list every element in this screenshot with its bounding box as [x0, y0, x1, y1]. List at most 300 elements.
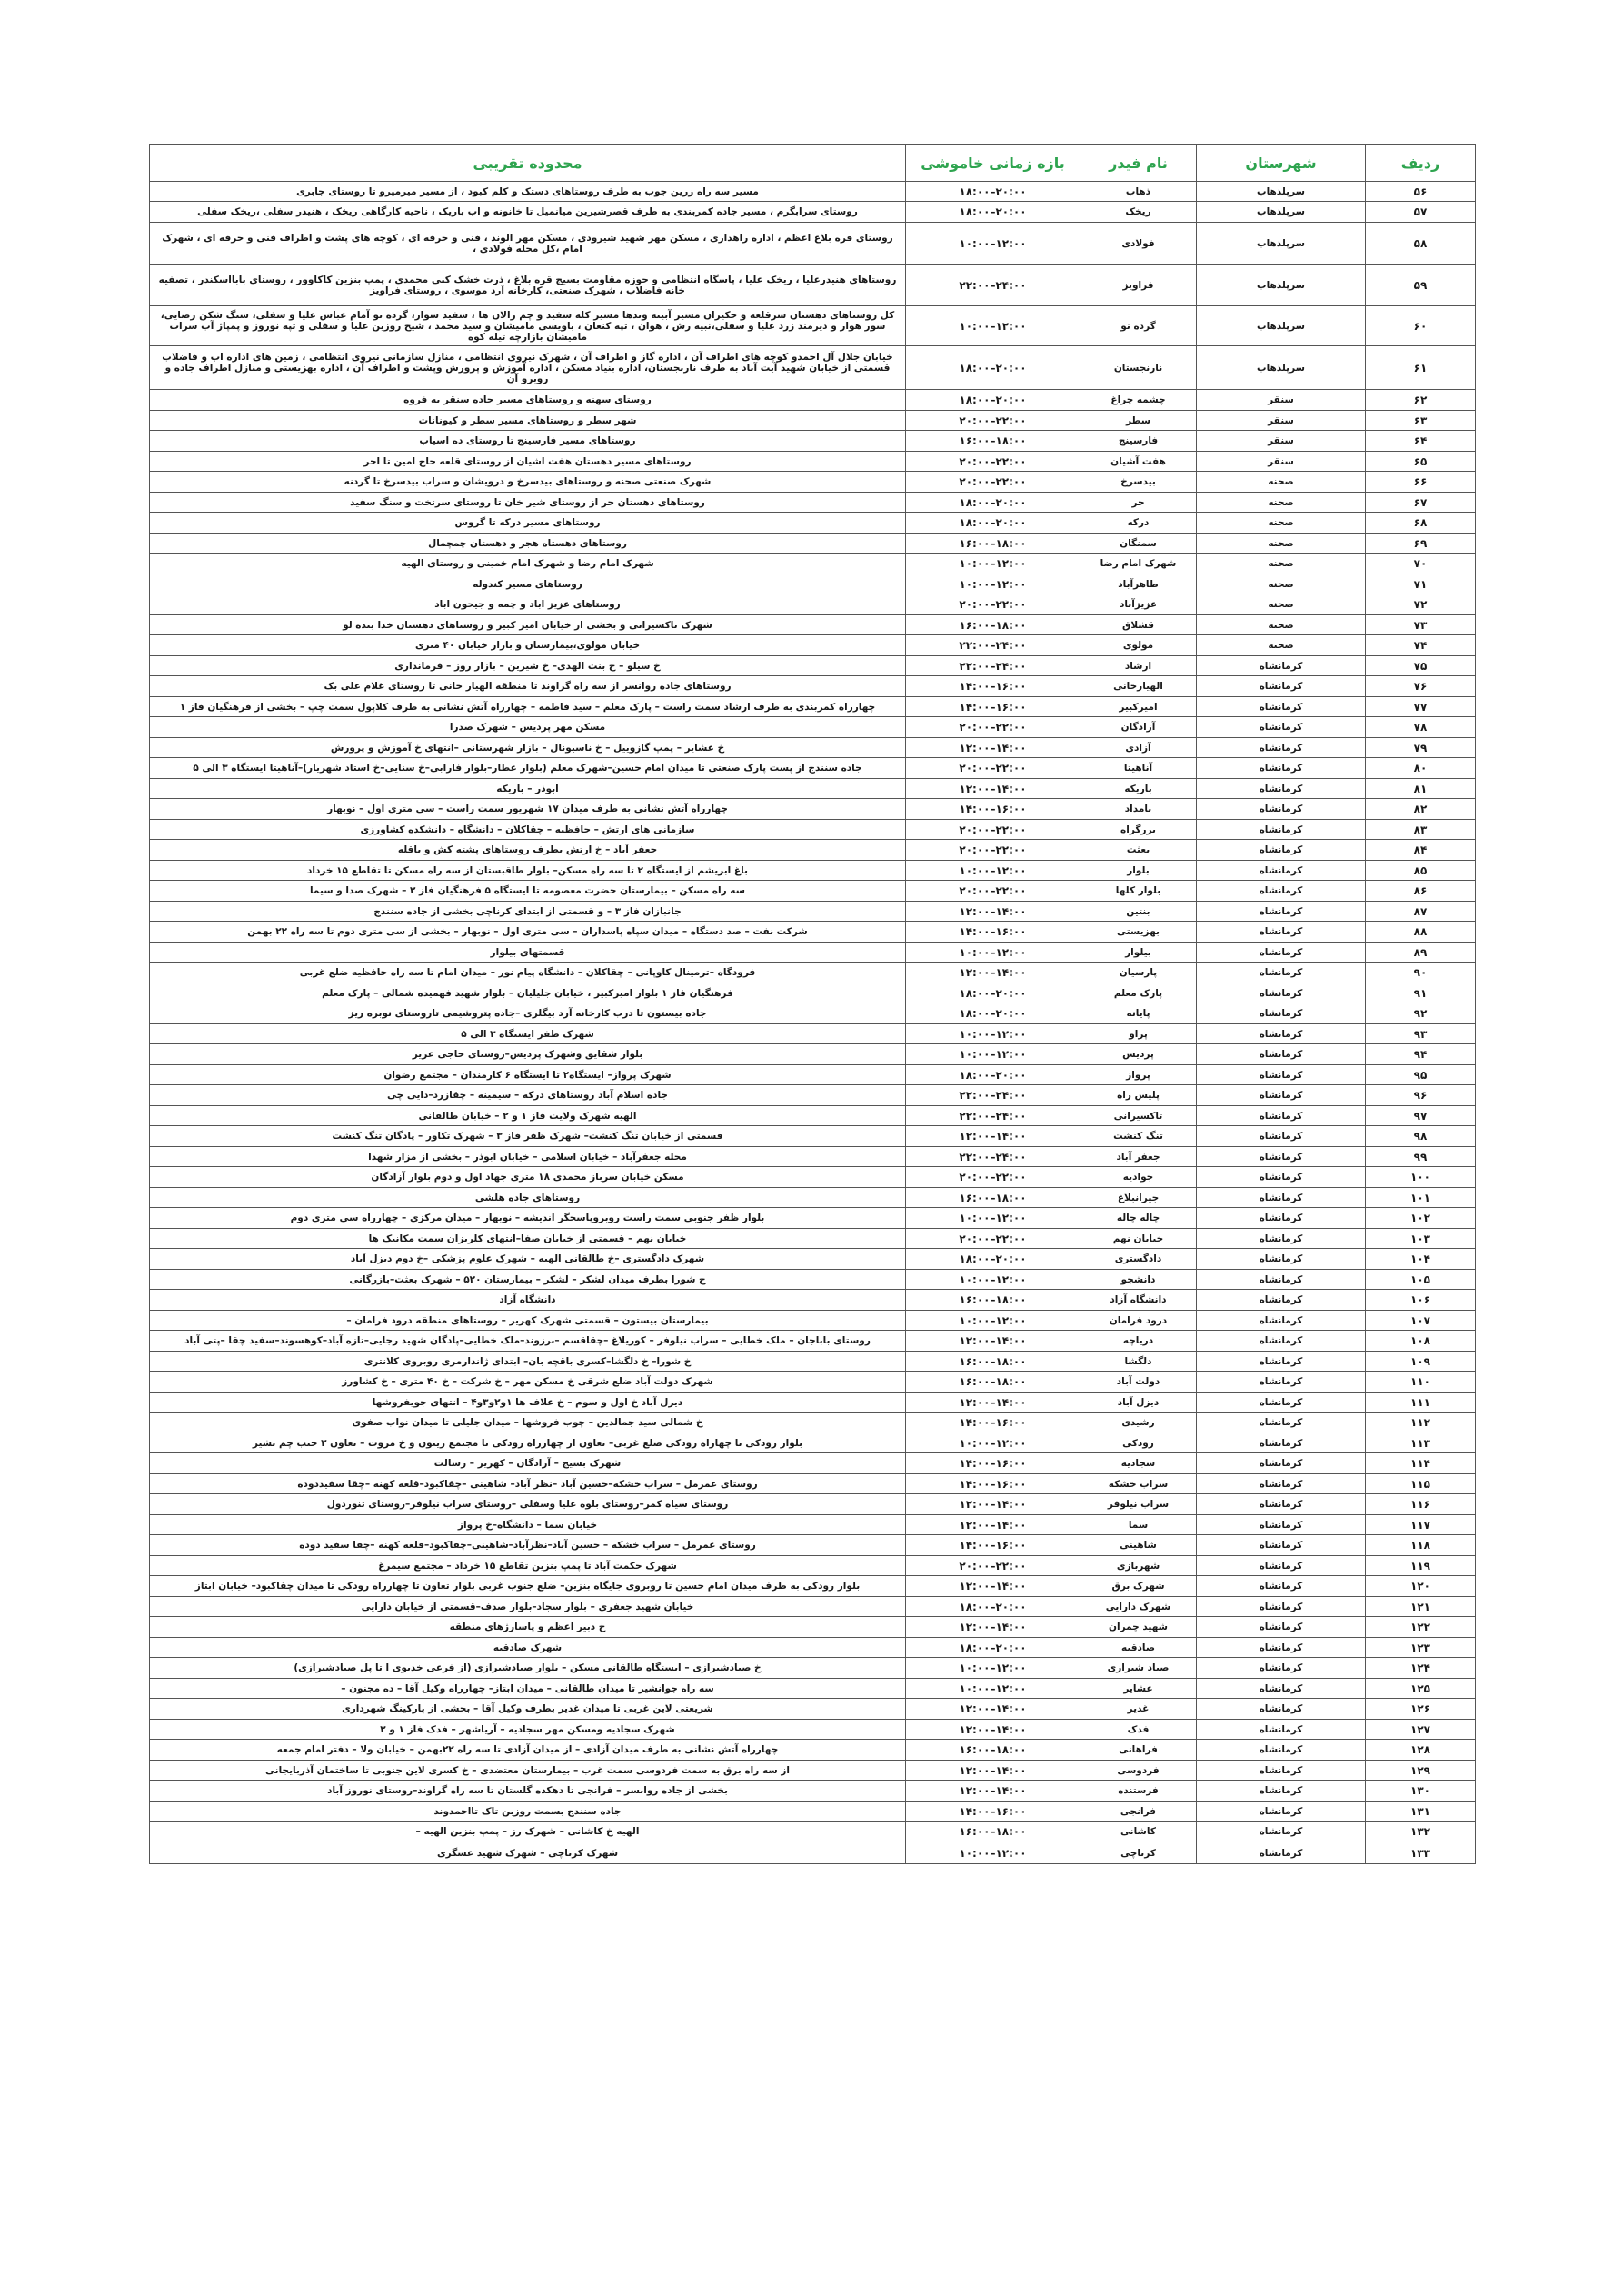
cell-area: خیابان جلال آل احمدو کوچه های اطراف آن ، اداره گاز و اطراف آن ، شهرک نیروی انتظامی ، منازل سازمانی نیروی انتظامی ، زمین های اداره اب و فاضلاب قسمتی از خیابان شهید آیت آباد به طرف نارنجستان، اداره بنیاد مسکن ، اداره آموزش و پرورش وپشت و اطراف آن ، اداره بهزیستی و منازل اطراف جاده و روبرو آن [150, 346, 906, 390]
cell-feeder: درود فرامان [1080, 1311, 1197, 1331]
cell-row-number: ۱۲۵ [1366, 1679, 1476, 1699]
table-row [150, 1720, 1476, 1740]
cell-feeder: گرده نو [1080, 306, 1197, 346]
cell-area: روستای سرابگرم ، مسیر جاده کمربندی به طرف قصرشیرین میانمیل تا خانونه و اب باریک ، ناحیه کارگاهی ریخک ، هنیدر سفلی ،ریخک سفلی [150, 202, 906, 223]
cell-outage-time: ۱۶:۰۰–۱۸:۰۰ [906, 1740, 1080, 1761]
table-row [150, 983, 1476, 1003]
cell-city: کرمانشاه [1197, 1474, 1366, 1494]
cell-area: بلوار ظفر جنوبی سمت راست روبروپاسخگر اندیشه – نوبهار – میدان مرکزی – چهارراه سی متری دوم [150, 1208, 906, 1229]
cell-outage-time: ۱۴:۰۰–۱۶:۰۰ [906, 1453, 1080, 1474]
cell-row-number: ۱۰۹ [1366, 1352, 1476, 1372]
header-city: شهرستان [1197, 145, 1366, 182]
cell-city: کرمانشاه [1197, 1229, 1366, 1249]
cell-feeder: بعثت [1080, 840, 1197, 861]
table-row [150, 1311, 1476, 1331]
cell-row-number: ۶۷ [1366, 493, 1476, 513]
cell-city: کرمانشاه [1197, 1413, 1366, 1433]
cell-area: دانشگاه آزاد [150, 1290, 906, 1311]
cell-feeder: فرستنده [1080, 1781, 1197, 1802]
cell-outage-time: ۱۶:۰۰–۱۸:۰۰ [906, 431, 1080, 452]
table-row [150, 963, 1476, 983]
cell-outage-time: ۱۰:۰۰–۱۲:۰۰ [906, 861, 1080, 881]
cell-row-number: ۱۰۰ [1366, 1167, 1476, 1188]
cell-city: کرمانشاه [1197, 1331, 1366, 1352]
cell-outage-time: ۱۴:۰۰–۱۶:۰۰ [906, 922, 1080, 943]
table-row [150, 1229, 1476, 1249]
cell-city: کرمانشاه [1197, 840, 1366, 861]
table-row [150, 943, 1476, 963]
cell-city: کرمانشاه [1197, 1372, 1366, 1393]
cell-feeder: بلوار [1080, 861, 1197, 881]
cell-area: جانبازان فاز ۳ – و قسمتی از ابتدای کرناچی بخشی از جاده سنندج [150, 902, 906, 922]
cell-outage-time: ۱۸:۰۰–۲۰:۰۰ [906, 1638, 1080, 1658]
cell-area: مسکن مهر پردیس – شهرک صدرا [150, 717, 906, 738]
cell-outage-time: ۱۴:۰۰–۱۶:۰۰ [906, 1535, 1080, 1556]
cell-city: سرپلذهاب [1197, 306, 1366, 346]
table-row [150, 1372, 1476, 1393]
cell-city: کرمانشاه [1197, 1802, 1366, 1822]
cell-city: صحنه [1197, 534, 1366, 554]
cell-row-number: ۱۳۰ [1366, 1781, 1476, 1802]
cell-area: جاده سنندج از پست پارک صنعتی تا میدان امام حسین–شهرک معلم (بلوار عطار–بلوار فارابی–خ سنایی–خ استاد شهریار)–آناهیتا ایستگاه ۳ الی ۵ [150, 758, 906, 779]
cell-row-number: ۶۵ [1366, 452, 1476, 472]
cell-feeder: طاهرآباد [1080, 574, 1197, 594]
table-row [150, 1208, 1476, 1229]
cell-outage-time: ۱۸:۰۰–۲۰:۰۰ [906, 1249, 1080, 1270]
cell-row-number: ۶۴ [1366, 431, 1476, 452]
cell-area: دیزل آباد خ اول و سوم – خ علاف ها ۱و۲و۳و۴ – انتهای جویفروشها [150, 1393, 906, 1413]
cell-row-number: ۱۰۲ [1366, 1208, 1476, 1229]
table-row [150, 1822, 1476, 1842]
cell-area: جاده سنندج بسمت روزبن تاک تااحمدوند [150, 1802, 906, 1822]
table-row [150, 411, 1476, 431]
cell-outage-time: ۱۸:۰۰–۲۰:۰۰ [906, 390, 1080, 411]
cell-row-number: ۹۰ [1366, 963, 1476, 983]
cell-outage-time: ۱۰:۰۰–۱۲:۰۰ [906, 554, 1080, 574]
table-row [150, 1024, 1476, 1044]
cell-row-number: ۵۹ [1366, 265, 1476, 306]
cell-area: شهرک دادگستری –خ طالقانی الهیه – شهرک علوم پزشکی –خ دوم دیزل آباد [150, 1249, 906, 1270]
cell-feeder: فراویز [1080, 265, 1197, 306]
cell-feeder: چشمه چراغ [1080, 390, 1197, 411]
cell-row-number: ۱۱۵ [1366, 1474, 1476, 1494]
cell-feeder: هفت آشیان [1080, 452, 1197, 472]
cell-city: کرمانشاه [1197, 1126, 1366, 1147]
cell-row-number: ۱۲۸ [1366, 1740, 1476, 1761]
cell-outage-time: ۱۶:۰۰–۱۸:۰۰ [906, 1372, 1080, 1393]
table-row [150, 861, 1476, 881]
cell-feeder: تاکسیرانی [1080, 1106, 1197, 1126]
table-row [150, 472, 1476, 493]
cell-area: بلوار رودکی تا چهاراه رودکی ضلع غربی– تعاون از چهارراه رودکی تا مجتمع زیتون و خ مروت – تعاون ۲ جنب چم بشیر [150, 1433, 906, 1453]
cell-feeder: دانشگاه آزاد [1080, 1290, 1197, 1311]
table-row [150, 1535, 1476, 1556]
cell-row-number: ۹۷ [1366, 1106, 1476, 1126]
table-row [150, 1065, 1476, 1085]
cell-row-number: ۶۱ [1366, 346, 1476, 390]
cell-row-number: ۱۱۷ [1366, 1515, 1476, 1535]
cell-feeder: بنتین [1080, 902, 1197, 922]
cell-city: سرپلذهاب [1197, 223, 1366, 265]
cell-row-number: ۱۱۱ [1366, 1393, 1476, 1413]
cell-city: کرمانشاه [1197, 1842, 1366, 1864]
cell-row-number: ۱۳۱ [1366, 1802, 1476, 1822]
cell-area: شهرک ظفر ایستگاه ۳ الی ۵ [150, 1024, 906, 1044]
cell-outage-time: ۱۰:۰۰–۱۲:۰۰ [906, 1024, 1080, 1044]
cell-area: روستای عمرمل – سراب خشکه–حسین آباد –نظر آباد– شاهینی –چقاکبود–قلعه کهنه –چقا سفیددوده [150, 1474, 906, 1494]
cell-row-number: ۵۷ [1366, 202, 1476, 223]
table-row [150, 1453, 1476, 1474]
cell-area: خ شمالی سید جمالدین – چوب فروشها – میدان جلیلی تا میدان نواب صفوی [150, 1413, 906, 1433]
cell-city: کرمانشاه [1197, 820, 1366, 840]
cell-outage-time: ۱۲:۰۰–۱۴:۰۰ [906, 1761, 1080, 1781]
table-row [150, 594, 1476, 615]
cell-city: کرمانشاه [1197, 1535, 1366, 1556]
table-row [150, 902, 1476, 922]
cell-feeder: دادگستری [1080, 1249, 1197, 1270]
cell-feeder: باریکه [1080, 779, 1197, 799]
cell-outage-time: ۱۴:۰۰–۱۶:۰۰ [906, 1413, 1080, 1433]
cell-outage-time: ۱۶:۰۰–۱۸:۰۰ [906, 615, 1080, 635]
cell-area: سه راه مسکن – بیمارستان حضرت معصومه تا ایستگاه ۵ فرهنگیان فاز ۲ – شهرک صدا و سیما [150, 881, 906, 902]
table-row [150, 799, 1476, 820]
cell-area: مسیر سه راه زرین جوب به طرف روستاهای دستک و کلم کبود ، از مسیر میرمیرو تا روستای جابری [150, 182, 906, 202]
cell-outage-time: ۱۲:۰۰–۱۴:۰۰ [906, 1515, 1080, 1535]
cell-city: سرپلذهاب [1197, 182, 1366, 202]
cell-outage-time: ۱۲:۰۰–۱۴:۰۰ [906, 1699, 1080, 1720]
header-row-number: ردیف [1366, 145, 1476, 182]
cell-area: جعفر آباد – خ ارتش بطرف روستاهای پشته کش و باقله [150, 840, 906, 861]
cell-row-number: ۵۶ [1366, 182, 1476, 202]
cell-area: چهارراه آتش نشانی به طرف میدان ۱۷ شهریور سمت راست – سی متری اول – نوبهار [150, 799, 906, 820]
cell-area: محله جعفرآباد – خیابان اسلامی – خیابان ابوذر – بخشی از مزار شهدا [150, 1147, 906, 1167]
table-row [150, 1249, 1476, 1270]
cell-city: کرمانشاه [1197, 1188, 1366, 1208]
cell-row-number: ۱۱۸ [1366, 1535, 1476, 1556]
cell-feeder: عشایر [1080, 1679, 1197, 1699]
cell-row-number: ۸۴ [1366, 840, 1476, 861]
cell-area: روستاهای جاده روانسر از سه راه گراوند تا منطقه الهیار خانی تا روستای غلام علی بک [150, 676, 906, 697]
cell-outage-time: ۱۲:۰۰–۱۴:۰۰ [906, 1617, 1080, 1638]
table-row [150, 513, 1476, 534]
cell-feeder: قشلاق [1080, 615, 1197, 635]
table-row [150, 223, 1476, 265]
cell-outage-time: ۲۰:۰۰–۲۲:۰۰ [906, 1556, 1080, 1576]
cell-city: کرمانشاه [1197, 1433, 1366, 1453]
cell-feeder: سما [1080, 1515, 1197, 1535]
table-row [150, 1515, 1476, 1535]
cell-city: کرمانشاه [1197, 922, 1366, 943]
cell-area: شهرک دولت آباد ضلع شرقی خ مسکن مهر – خ شرکت – خ ۴۰ متری – خ کشاورز [150, 1372, 906, 1393]
table-row [150, 1679, 1476, 1699]
cell-feeder: درکه [1080, 513, 1197, 534]
cell-row-number: ۷۵ [1366, 656, 1476, 676]
cell-outage-time: ۱۰:۰۰–۱۲:۰۰ [906, 223, 1080, 265]
cell-feeder: بلوار کلها [1080, 881, 1197, 902]
table-row [150, 1658, 1476, 1679]
cell-area: شهرک سجادیه ومسکن مهر سجادیه – آریاشهر – فدک فاز ۱ و ۲ [150, 1720, 906, 1740]
table-row [150, 1761, 1476, 1781]
cell-feeder: فردوسی [1080, 1761, 1197, 1781]
table-row [150, 306, 1476, 346]
cell-feeder: دیزل آباد [1080, 1393, 1197, 1413]
cell-feeder: شهرک برق [1080, 1576, 1197, 1597]
cell-city: کرمانشاه [1197, 1352, 1366, 1372]
cell-city: کرمانشاه [1197, 1453, 1366, 1474]
cell-city: کرمانشاه [1197, 758, 1366, 779]
cell-city: کرمانشاه [1197, 717, 1366, 738]
cell-row-number: ۱۰۳ [1366, 1229, 1476, 1249]
cell-row-number: ۱۳۳ [1366, 1842, 1476, 1864]
cell-city: کرمانشاه [1197, 1699, 1366, 1720]
cell-outage-time: ۲۲:۰۰–۲۴:۰۰ [906, 1085, 1080, 1106]
cell-outage-time: ۱۶:۰۰–۱۸:۰۰ [906, 1822, 1080, 1842]
cell-area: روستای عمرمل – سراب خشکه – حسین آباد–نظرآباد–شاهینی–چقاکبود–قلعه کهنه –چقا سفید دوده [150, 1535, 906, 1556]
cell-outage-time: ۱۰:۰۰–۱۲:۰۰ [906, 1433, 1080, 1453]
cell-area: روستاهای مسیر دهستان هفت اشیان از روستای قلعه حاج امین تا اخر [150, 452, 906, 472]
table-row [150, 1147, 1476, 1167]
cell-row-number: ۸۵ [1366, 861, 1476, 881]
cell-feeder: حر [1080, 493, 1197, 513]
cell-feeder: پایانه [1080, 1003, 1197, 1024]
cell-city: کرمانشاه [1197, 1638, 1366, 1658]
cell-row-number: ۱۰۸ [1366, 1331, 1476, 1352]
cell-area: روستاهای هنیدرعلیا ، ریخک علیا ، پاسگاه انتظامی و حوزه مقاومت بسیج قره بلاغ ، ذرت خشک کنی محمدی ، پمپ بنزین کاکاوور ، روستای بابااسکندر ، تصفیه خانه فاضلاب ، شهرک صنعتی، کارخانه آرد موسوی ، روستای فراویز [150, 265, 906, 306]
cell-row-number: ۶۲ [1366, 390, 1476, 411]
cell-area: شهرک امام رضا و شهرک امام خمینی و روستای الهیه [150, 554, 906, 574]
cell-city: سنقر [1197, 452, 1366, 472]
cell-outage-time: ۱۸:۰۰–۲۰:۰۰ [906, 493, 1080, 513]
cell-city: کرمانشاه [1197, 963, 1366, 983]
cell-feeder: غدیر [1080, 1699, 1197, 1720]
cell-area: بلوار رودکی به طرف میدان امام حسین تا روبروی جایگاه بنزین– ضلع جنوب غربی بلوار تعاون تا چهارراه رودکی تا میدان چقاکبود– خیابان ابتاز [150, 1576, 906, 1597]
header-area: محدوده تقریبی [150, 145, 906, 182]
cell-city: کرمانشاه [1197, 1393, 1366, 1413]
table-row [150, 182, 1476, 202]
cell-outage-time: ۲۲:۰۰–۲۴:۰۰ [906, 635, 1080, 656]
table-row [150, 534, 1476, 554]
cell-row-number: ۸۹ [1366, 943, 1476, 963]
cell-city: کرمانشاه [1197, 1065, 1366, 1085]
cell-row-number: ۱۳۲ [1366, 1822, 1476, 1842]
cell-feeder: کاشانی [1080, 1822, 1197, 1842]
cell-row-number: ۱۰۱ [1366, 1188, 1476, 1208]
table-row [150, 202, 1476, 223]
cell-row-number: ۱۲۱ [1366, 1597, 1476, 1617]
cell-feeder: پرواز [1080, 1065, 1197, 1085]
cell-row-number: ۶۸ [1366, 513, 1476, 534]
cell-city: سرپلذهاب [1197, 265, 1366, 306]
cell-feeder: مولوی [1080, 635, 1197, 656]
cell-feeder: آزادگان [1080, 717, 1197, 738]
cell-city: کرمانشاه [1197, 1003, 1366, 1024]
cell-row-number: ۱۲۶ [1366, 1699, 1476, 1720]
cell-city: کرمانشاه [1197, 1822, 1366, 1842]
cell-row-number: ۱۲۳ [1366, 1638, 1476, 1658]
cell-area: خیابان نهم – قسمتی از خیابان صفا–انتهای کلریزان سمت مکانیک ها [150, 1229, 906, 1249]
cell-area: الهیه شهرک ولایت فاز ۱ و ۲ – خیابان طالقانی [150, 1106, 906, 1126]
cell-feeder: بهزیستی [1080, 922, 1197, 943]
cell-feeder: فولادی [1080, 223, 1197, 265]
cell-city: کرمانشاه [1197, 1208, 1366, 1229]
cell-city: کرمانشاه [1197, 1617, 1366, 1638]
cell-city: کرمانشاه [1197, 1147, 1366, 1167]
cell-area: سازمانی های ارتش – حافظیه – چقاکلان – دانشگاه – دانشکده کشاورزی [150, 820, 906, 840]
cell-feeder: شهید چمران [1080, 1617, 1197, 1638]
cell-feeder: رودکی [1080, 1433, 1197, 1453]
cell-row-number: ۶۹ [1366, 534, 1476, 554]
cell-area: شهرک پرواز– ایستگاه۲ تا ایستگاه ۶ کارمندان – مجتمع رضوان [150, 1065, 906, 1085]
cell-row-number: ۱۱۰ [1366, 1372, 1476, 1393]
cell-row-number: ۶۶ [1366, 472, 1476, 493]
table-body [150, 182, 1476, 1864]
outage-schedule-table [149, 144, 1476, 1864]
cell-outage-time: ۱۲:۰۰–۱۴:۰۰ [906, 1494, 1080, 1515]
cell-outage-time: ۱۲:۰۰–۱۴:۰۰ [906, 1720, 1080, 1740]
cell-outage-time: ۱۸:۰۰–۲۰:۰۰ [906, 202, 1080, 223]
table-row [150, 738, 1476, 758]
cell-feeder: آناهیتا [1080, 758, 1197, 779]
cell-outage-time: ۱۸:۰۰–۲۰:۰۰ [906, 1065, 1080, 1085]
cell-area: شهرک صنعتی صحنه و روستاهای بیدسرخ و درویشان و سراب بیدسرخ تا گردنه [150, 472, 906, 493]
cell-area: فرهنگیان فاز ۱ بلوار امیرکبیر ، خیابان جلیلیان – بلوار شهید فهمیده شمالی – پارک معلم [150, 983, 906, 1003]
table-row [150, 554, 1476, 574]
cell-feeder: رشیدی [1080, 1413, 1197, 1433]
cell-row-number: ۹۹ [1366, 1147, 1476, 1167]
cell-city: صحنه [1197, 574, 1366, 594]
cell-city: کرمانشاه [1197, 799, 1366, 820]
cell-outage-time: ۱۴:۰۰–۱۶:۰۰ [906, 676, 1080, 697]
cell-outage-time: ۱۰:۰۰–۱۲:۰۰ [906, 306, 1080, 346]
cell-city: سنقر [1197, 390, 1366, 411]
cell-feeder: فراهانی [1080, 1740, 1197, 1761]
cell-area: بخشی از جاده روانسر – فرانجی تا دهکده گلستان تا سه راه گراوند–روستای نوروز آباد [150, 1781, 906, 1802]
cell-feeder: پردیس [1080, 1044, 1197, 1065]
cell-feeder: آزادی [1080, 738, 1197, 758]
cell-outage-time: ۲۰:۰۰–۲۲:۰۰ [906, 411, 1080, 431]
table-row [150, 881, 1476, 902]
cell-row-number: ۸۶ [1366, 881, 1476, 902]
table-row [150, 656, 1476, 676]
cell-row-number: ۱۰۵ [1366, 1270, 1476, 1290]
cell-area: شریعتی لاین غربی تا میدان غدیر بطرف وکیل آقا – بخشی از پارکینگ شهرداری [150, 1699, 906, 1720]
cell-row-number: ۱۱۶ [1366, 1494, 1476, 1515]
cell-outage-time: ۱۰:۰۰–۱۲:۰۰ [906, 943, 1080, 963]
cell-feeder: چاله چاله [1080, 1208, 1197, 1229]
table-row [150, 1085, 1476, 1106]
header-feeder: نام فیدر [1080, 145, 1197, 182]
cell-outage-time: ۱۶:۰۰–۱۸:۰۰ [906, 534, 1080, 554]
cell-city: کرمانشاه [1197, 1515, 1366, 1535]
cell-city: کرمانشاه [1197, 1761, 1366, 1781]
table-row [150, 1126, 1476, 1147]
cell-area: روستاهای دهستان حر از روستای شیر خان تا روستای سرتخت و سنگ سفید [150, 493, 906, 513]
cell-feeder: الهیارخانی [1080, 676, 1197, 697]
cell-area: روستاهای دهستاه هجر و دهستان چمچمال [150, 534, 906, 554]
cell-outage-time: ۱۲:۰۰–۱۴:۰۰ [906, 1126, 1080, 1147]
cell-outage-time: ۱۰:۰۰–۱۲:۰۰ [906, 1208, 1080, 1229]
cell-city: کرمانشاه [1197, 1556, 1366, 1576]
cell-outage-time: ۱۸:۰۰–۲۰:۰۰ [906, 182, 1080, 202]
cell-outage-time: ۱۰:۰۰–۱۲:۰۰ [906, 1842, 1080, 1864]
cell-area: جاده بیستون تا درب کارخانه آرد بیگلری –جاده پتروشیمی تاروستای نوبره ریز [150, 1003, 906, 1024]
cell-city: صحنه [1197, 513, 1366, 534]
table-row [150, 676, 1476, 697]
cell-outage-time: ۲۰:۰۰–۲۲:۰۰ [906, 758, 1080, 779]
cell-feeder: شهرک امام رضا [1080, 554, 1197, 574]
cell-row-number: ۸۰ [1366, 758, 1476, 779]
table-row [150, 1597, 1476, 1617]
cell-outage-time: ۱۴:۰۰–۱۶:۰۰ [906, 697, 1080, 717]
table-row [150, 758, 1476, 779]
cell-row-number: ۱۰۷ [1366, 1311, 1476, 1331]
cell-outage-time: ۲۰:۰۰–۲۲:۰۰ [906, 594, 1080, 615]
cell-outage-time: ۱۲:۰۰–۱۴:۰۰ [906, 1331, 1080, 1352]
cell-feeder: سراب نیلوفر [1080, 1494, 1197, 1515]
cell-city: کرمانشاه [1197, 738, 1366, 758]
cell-outage-time: ۱۸:۰۰–۲۰:۰۰ [906, 983, 1080, 1003]
table-row [150, 717, 1476, 738]
cell-city: کرمانشاه [1197, 861, 1366, 881]
table-row [150, 1003, 1476, 1024]
table-row [150, 840, 1476, 861]
cell-area: فرودگاه –ترمینال کاوپانی – چقاکلان – دانشگاه پیام نور – میدان امام تا سه راه حافظیه ضلع غربی [150, 963, 906, 983]
cell-feeder: تنگ کنشت [1080, 1126, 1197, 1147]
cell-city: صحنه [1197, 472, 1366, 493]
cell-row-number: ۷۶ [1366, 676, 1476, 697]
table-row [150, 390, 1476, 411]
cell-row-number: ۹۵ [1366, 1065, 1476, 1085]
cell-area: کل روستاهای دهستان سرقلعه و حکیران مسیر آبینه وندها مسیر کله سفید و چم زالان ها ، سفید سوار، گرده نو آمام عباس علیا و سفلی، سنگ شکن رضایی، سور هوار و دیرمند زرد علیا و سفلی،نبیه رش ، هوان ، تپه کنعان ، باویسی مامیشان و سید محمد ، شیخ روزین علیا و سفلی و تپه نوروز و پمپاژ آب سراب مامیشان بازارچه تیله کوه [150, 306, 906, 346]
cell-outage-time: ۱۲:۰۰–۱۴:۰۰ [906, 963, 1080, 983]
cell-feeder: سجادیه [1080, 1453, 1197, 1474]
cell-outage-time: ۱۸:۰۰–۲۰:۰۰ [906, 513, 1080, 534]
cell-outage-time: ۲۰:۰۰–۲۲:۰۰ [906, 717, 1080, 738]
cell-area: روستای سیاه کمر–روستای بلوه علیا وسفلی –روستای سراب نیلوفر–روستای تنوردول [150, 1494, 906, 1515]
cell-row-number: ۱۲۲ [1366, 1617, 1476, 1638]
cell-row-number: ۷۸ [1366, 717, 1476, 738]
table-row [150, 1781, 1476, 1802]
cell-area: الهیه خ کاشانی – شهرک رز – پمپ بنزین الهیه – [150, 1822, 906, 1842]
cell-outage-time: ۲۲:۰۰–۲۴:۰۰ [906, 1106, 1080, 1126]
cell-outage-time: ۱۶:۰۰–۱۸:۰۰ [906, 1188, 1080, 1208]
cell-row-number: ۶۳ [1366, 411, 1476, 431]
cell-feeder: پلیس راه [1080, 1085, 1197, 1106]
table-row [150, 779, 1476, 799]
cell-area: خ عشایر – پمپ گازوییل – خ ناسیونال – بازار شهرستانی –انتهای خ آموزش و پرورش [150, 738, 906, 758]
cell-feeder: پارک معلم [1080, 983, 1197, 1003]
table-row [150, 635, 1476, 656]
cell-outage-time: ۲۰:۰۰–۲۲:۰۰ [906, 1229, 1080, 1249]
cell-row-number: ۱۲۹ [1366, 1761, 1476, 1781]
table-row [150, 615, 1476, 635]
cell-feeder: صیاد شیرازی [1080, 1658, 1197, 1679]
cell-city: کرمانشاه [1197, 943, 1366, 963]
table-header-row [150, 145, 1476, 182]
cell-feeder: صادقیه [1080, 1638, 1197, 1658]
cell-area: شهرک تاکسیرانی و بخشی از خیابان امیر کبیر و روستاهای دهستان خدا بنده لو [150, 615, 906, 635]
cell-area: شهرک صادقیه [150, 1638, 906, 1658]
cell-outage-time: ۱۸:۰۰–۲۰:۰۰ [906, 1597, 1080, 1617]
cell-feeder: جعفر آباد [1080, 1147, 1197, 1167]
cell-area: بلوار شقایق وشهرک پردیس–روستای حاجی عزیز [150, 1044, 906, 1065]
cell-feeder: امیرکبیر [1080, 697, 1197, 717]
cell-outage-time: ۲۰:۰۰–۲۲:۰۰ [906, 1167, 1080, 1188]
cell-feeder: نارنجستان [1080, 346, 1197, 390]
cell-row-number: ۹۶ [1366, 1085, 1476, 1106]
cell-outage-time: ۱۸:۰۰–۲۰:۰۰ [906, 346, 1080, 390]
cell-row-number: ۱۱۹ [1366, 1556, 1476, 1576]
